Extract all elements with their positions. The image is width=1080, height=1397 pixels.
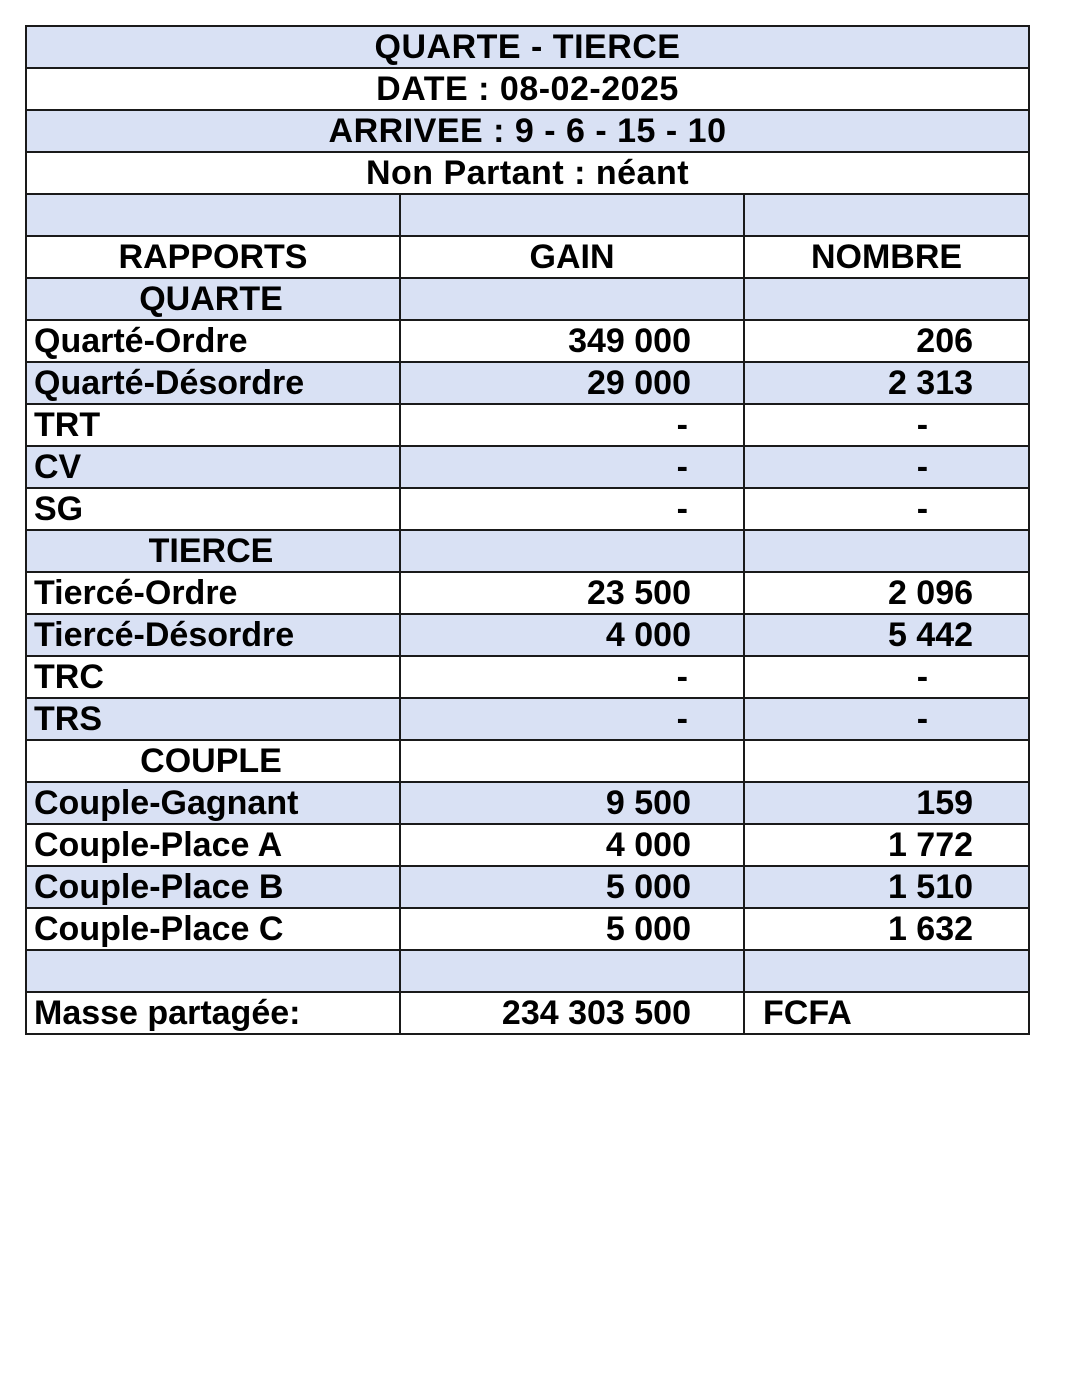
- table-row: [26, 404, 1029, 446]
- bet-type-label: Couple-Place B: [26, 866, 400, 908]
- gain-value: 5 000: [400, 866, 744, 908]
- section-row-quarte: [26, 278, 1029, 320]
- bet-type-label: TRS: [26, 698, 400, 740]
- table-row: [26, 698, 1029, 740]
- column-header-rapports: RAPPORTS: [26, 236, 400, 278]
- empty-cell: [400, 278, 744, 320]
- gain-value: 4 000: [400, 824, 744, 866]
- empty-cell: [400, 950, 744, 992]
- table-row: [26, 782, 1029, 824]
- table-row: [26, 446, 1029, 488]
- empty-cell: [400, 530, 744, 572]
- empty-cell: [744, 950, 1029, 992]
- empty-cell: [400, 194, 744, 236]
- masse-currency: FCFA: [744, 992, 1029, 1034]
- non-partant-row: [26, 152, 1029, 194]
- bet-type-label: Tiercé-Ordre: [26, 572, 400, 614]
- section-title: COUPLE: [26, 740, 400, 782]
- arrival-order: ARRIVEE : 9 - 6 - 15 - 10: [26, 110, 1029, 152]
- gain-value: -: [400, 698, 744, 740]
- table-row: [26, 320, 1029, 362]
- spacer-row: [26, 950, 1029, 992]
- empty-cell: [744, 278, 1029, 320]
- bet-type-label: SG: [26, 488, 400, 530]
- gain-value: -: [400, 446, 744, 488]
- gain-value: 29 000: [400, 362, 744, 404]
- empty-cell: [744, 530, 1029, 572]
- empty-cell: [26, 950, 400, 992]
- bet-type-label: CV: [26, 446, 400, 488]
- bet-type-label: Quarté-Désordre: [26, 362, 400, 404]
- gain-value: -: [400, 656, 744, 698]
- masse-row: [26, 992, 1029, 1034]
- bet-type-label: Couple-Gagnant: [26, 782, 400, 824]
- gain-value: 349 000: [400, 320, 744, 362]
- bet-type-label: TRT: [26, 404, 400, 446]
- winners-count: -: [744, 656, 1029, 698]
- winners-count: 206: [744, 320, 1029, 362]
- bet-type-label: Couple-Place C: [26, 908, 400, 950]
- table-row: [26, 614, 1029, 656]
- section-row-couple: [26, 740, 1029, 782]
- winners-count: 2 313: [744, 362, 1029, 404]
- bet-type-label: Couple-Place A: [26, 824, 400, 866]
- table-row: [26, 656, 1029, 698]
- winners-count: 159: [744, 782, 1029, 824]
- column-header-nombre: NOMBRE: [744, 236, 1029, 278]
- winners-count: 5 442: [744, 614, 1029, 656]
- table-row: [26, 824, 1029, 866]
- gain-value: 23 500: [400, 572, 744, 614]
- table-row: [26, 572, 1029, 614]
- page-title: QUARTE - TIERCE: [26, 26, 1029, 68]
- bet-type-label: Tiercé-Désordre: [26, 614, 400, 656]
- winners-count: -: [744, 404, 1029, 446]
- results-sheet: [25, 25, 1028, 1035]
- gain-value: -: [400, 404, 744, 446]
- date-row: [26, 68, 1029, 110]
- winners-count: 1 772: [744, 824, 1029, 866]
- bet-type-label: Quarté-Ordre: [26, 320, 400, 362]
- table-row: [26, 362, 1029, 404]
- masse-value: 234 303 500: [400, 992, 744, 1034]
- column-header-row: [26, 236, 1029, 278]
- bet-type-label: TRC: [26, 656, 400, 698]
- table-row: [26, 488, 1029, 530]
- gain-value: 5 000: [400, 908, 744, 950]
- gain-value: 4 000: [400, 614, 744, 656]
- non-partant: Non Partant : néant: [26, 152, 1029, 194]
- table-row: [26, 866, 1029, 908]
- empty-cell: [26, 194, 400, 236]
- winners-count: -: [744, 488, 1029, 530]
- gain-value: 9 500: [400, 782, 744, 824]
- winners-count: 1 632: [744, 908, 1029, 950]
- winners-count: 1 510: [744, 866, 1029, 908]
- winners-count: 2 096: [744, 572, 1029, 614]
- section-row-tierce: [26, 530, 1029, 572]
- winners-count: -: [744, 698, 1029, 740]
- column-header-gain: GAIN: [400, 236, 744, 278]
- section-title: TIERCE: [26, 530, 400, 572]
- spacer-row: [26, 194, 1029, 236]
- gain-value: -: [400, 488, 744, 530]
- arrivee-row: [26, 110, 1029, 152]
- empty-cell: [744, 740, 1029, 782]
- empty-cell: [400, 740, 744, 782]
- results-table: [25, 25, 1030, 1035]
- table-row: [26, 908, 1029, 950]
- race-date: DATE : 08-02-2025: [26, 68, 1029, 110]
- winners-count: -: [744, 446, 1029, 488]
- title-row: [26, 26, 1029, 68]
- masse-label: Masse partagée:: [26, 992, 400, 1034]
- section-title: QUARTE: [26, 278, 400, 320]
- empty-cell: [744, 194, 1029, 236]
